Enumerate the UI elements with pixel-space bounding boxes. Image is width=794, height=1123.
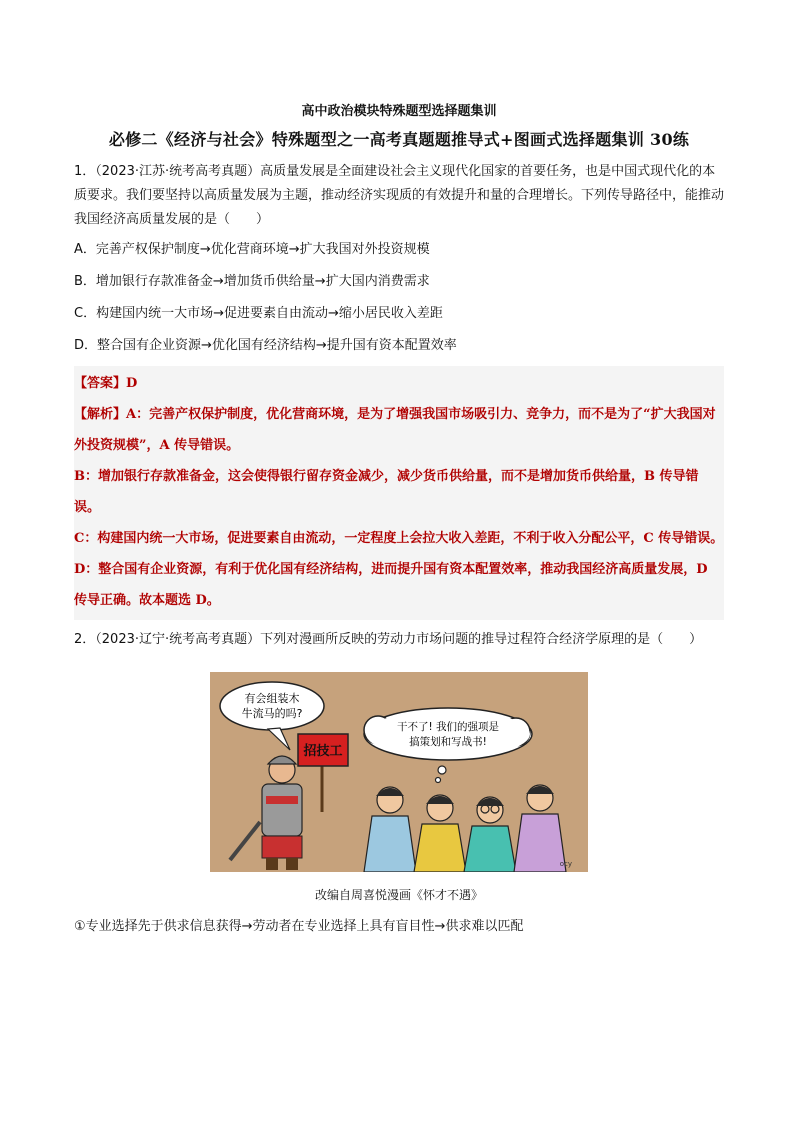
answer-line [74, 368, 724, 399]
comic-caption: 改编自周喜悦漫画《怀才不遇》 [314, 888, 483, 902]
question-1-option-c: C．构建国内统一大市场→促进要素自由流动→缩小居民收入差距 [74, 306, 443, 321]
analysis-tag: 【解析】 [74, 407, 127, 422]
document-subtitle: 高中政治模块特殊题型选择题集训 [301, 104, 497, 119]
left-bubble-line2: 牛流马的吗? [241, 707, 303, 720]
answer-analysis-box [74, 366, 724, 620]
document-title: 必修二《经济与社会》特殊题型之一高考真题题推导式+图画式选择题集训 30练 [108, 130, 690, 149]
question-1-option-a: A．完善产权保护制度→优化营商环境→扩大我国对外投资规模 [74, 242, 430, 257]
artist-signature: ocy [559, 860, 572, 868]
question-1-option-d: D．整合国有企业资源→优化国有经济结构→提升国有资本配置效率 [74, 338, 457, 353]
right-bubble-line1: 干不了! 我们的强项是 [396, 721, 500, 733]
recruit-sign-text: 招技工 [303, 744, 343, 759]
question-2-stem: 2．（2023·辽宁·统考高考真题）下列对漫画所反映的劳动力市场问题的推导过程符合经济学原理的是（ ） [74, 632, 703, 647]
analysis-a-text: A：完善产权保护制度，优化营商环境，是为了增强我国市场吸引力、竞争力，而不是为了“扩大我国对外投资规模”，A 传导错误。 [74, 407, 716, 453]
question-1-stem: 1．（2023·江苏·统考高考真题）高质量发展是全面建设社会主义现代化国家的首要任务，也是中国式现代化的本质要求。我们要坚持以高质量发展为主题，推动经济实现质的有效提升和量的合理增长。下列传导路径中，能推动我国经济高质量发展的是（ ） [74, 164, 725, 227]
answer-value: D [126, 376, 138, 391]
comic-figure [210, 672, 588, 872]
document-page [74, 96, 724, 947]
analysis-b: B：增加银行存款准备金，这会使得银行留存资金减少，减少货币供给量，而不是增加货币供给量，B 传导错误。 [74, 469, 699, 515]
right-bubble-line2: 搞策划和写战书! [409, 736, 487, 748]
analysis-d: D：整合国有企业资源，有利于优化国有经济结构，进而提升国有资本配置效率，推动我国经济高质量发展，D 传导正确。故本题选 D。 [74, 562, 708, 608]
analysis-c: C：构建国内统一大市场，促进要素自由流动，一定程度上会拉大收入差距，不利于收入分配公平，C 传导错误。 [74, 531, 724, 546]
analysis-a [74, 399, 724, 461]
left-bubble-line1: 有会组装木 [244, 692, 300, 705]
comic-illustration [210, 672, 588, 872]
left-speech-bubble [220, 682, 324, 730]
question-2-item-1: ①专业选择先于供求信息获得→劳动者在专业选择上具有盲目性→供求难以匹配 [74, 919, 524, 934]
question-1-option-b: B．增加银行存款准备金→增加货币供给量→扩大国内消费需求 [74, 274, 430, 289]
answer-tag: 【答案】 [74, 376, 127, 391]
